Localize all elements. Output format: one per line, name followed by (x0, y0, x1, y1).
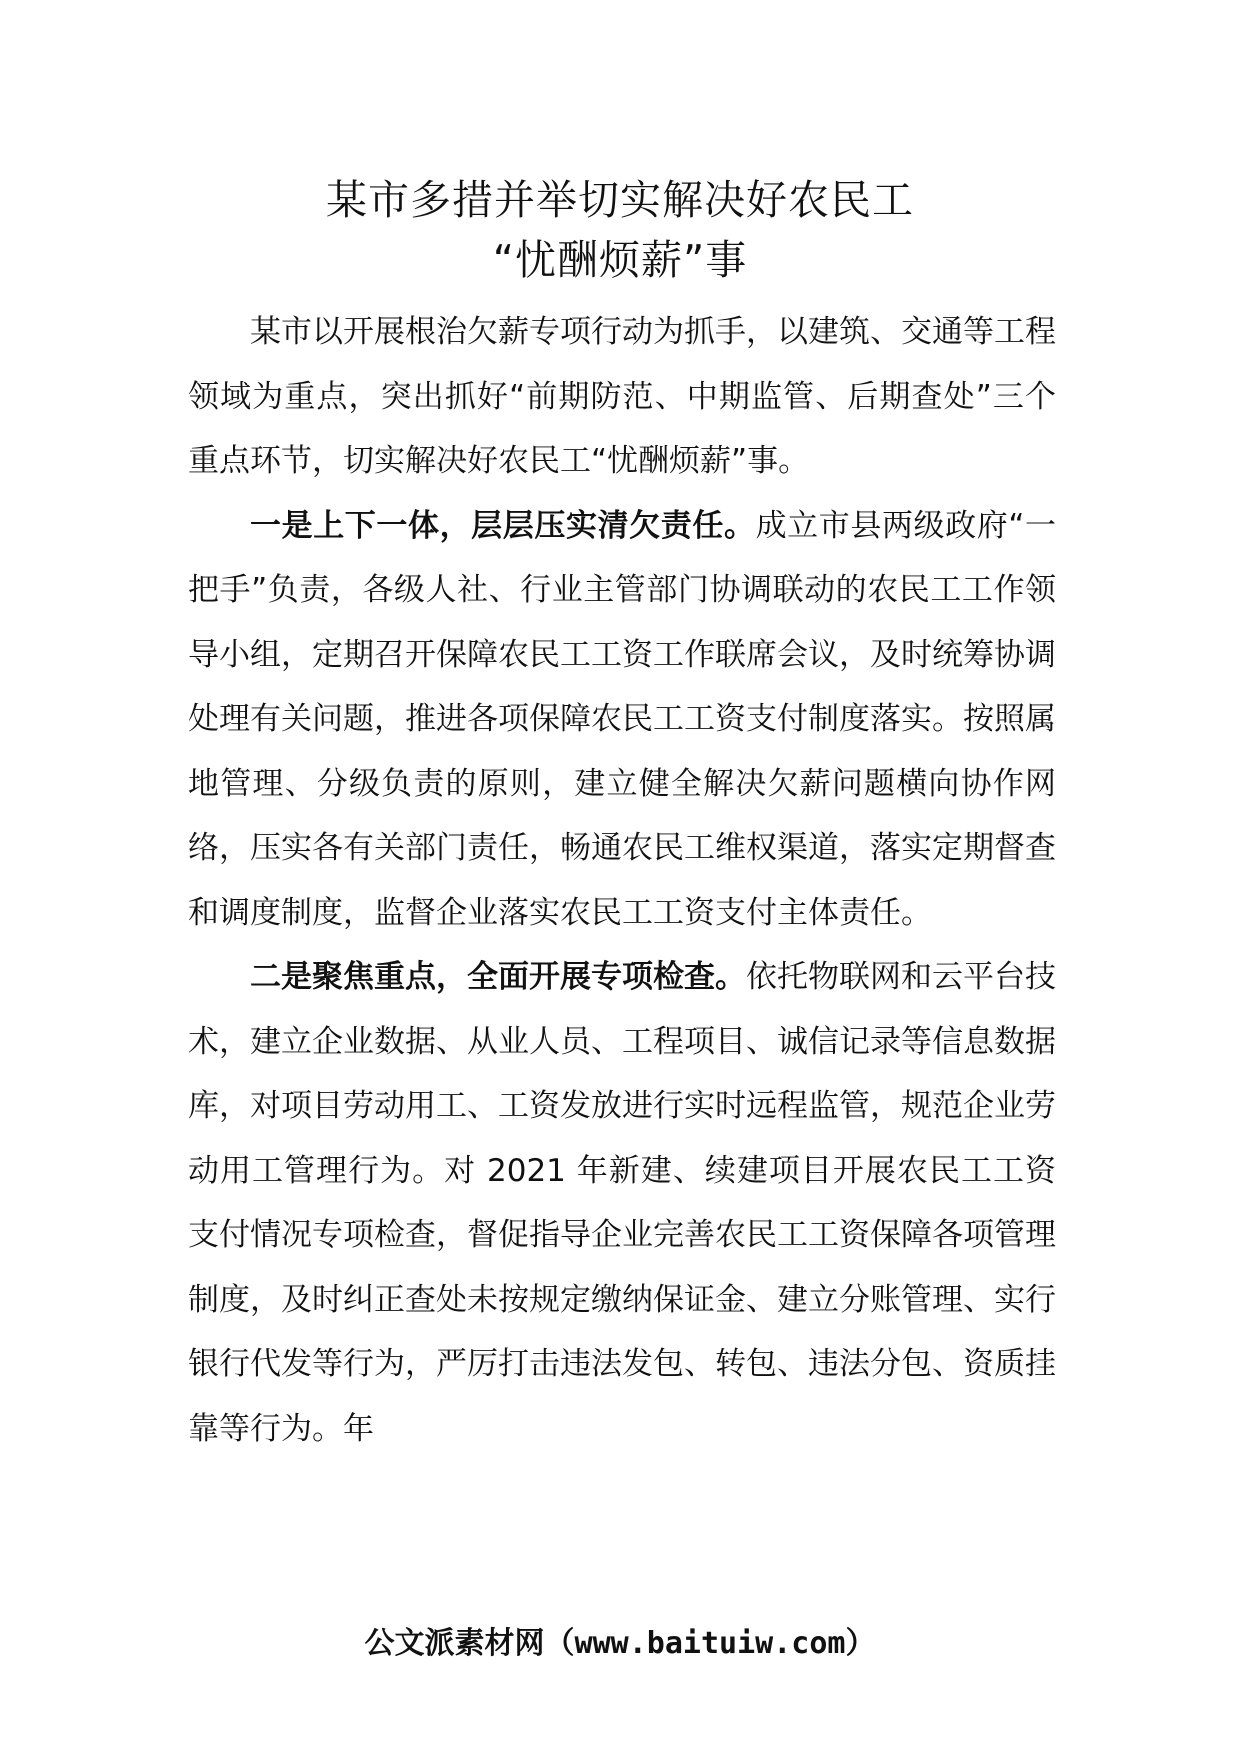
document-title (180, 170, 1060, 290)
paragraph-point-2-text: 依托物联网和云平台技术，建立企业数据、从业人员、工程项目、诚信记录等信息数据库，对项目劳动用工、工资发放进行实时远程监管，规范企业劳动用工管理行为。对 2021 年新建、续建项目开展农民工工资支付情况专项检查，督促指导企业完善农民工工资保障各项管理制度，及时纠正查处未按规定缴纳保证金、建立分账管理、实行银行代发等行为，严厉打击违法发包、转包、违法分包、资质挂靠等行为。年 (188, 959, 1056, 1447)
paragraph-intro-text: 某市以开展根治欠薪专项行动为抓手，以建筑、交通等工程领域为重点，突出抓好“前期防范、中期监管、后期查处”三个重点环节，切实解决好农民工“忧酬烦薪”事。 (188, 314, 1056, 479)
paragraph-point-2-lead: 二是聚焦重点，全面开展专项检查。 (250, 959, 746, 995)
document-body (188, 300, 1056, 1461)
footer-close-paren: ） (845, 1626, 876, 1661)
paragraph-point-1 (188, 494, 1056, 946)
paragraph-point-1-text: 成立市县两级政府“一把手”负责，各级人社、行业主管部门协调联动的农民工工作领导小组，定期召开保障农民工工资工作联席会议，及时统筹协调处理有关问题，推进各项保障农民工工资支付制度落实。按照属地管理、分级负责的原则，建立健全解决欠薪问题横向协作网络，压实各有关部门责任，畅通农民工维权渠道，落实定期督查和调度制度，监督企业落实农民工工资支付主体责任。 (188, 507, 1056, 931)
paragraph-point-1-lead: 一是上下一体，层层压实清欠责任。 (250, 507, 756, 544)
paragraph-point-2 (188, 945, 1056, 1461)
paragraph-intro (188, 300, 1056, 494)
title-line-1: 某市多措并举切实解决好农民工 (326, 176, 914, 224)
footer-url: www.baituiw.com (574, 1626, 846, 1661)
footer-watermark (0, 1618, 1240, 1662)
footer-open-paren: （ (544, 1626, 575, 1661)
footer-site-name: 公文派素材网 (364, 1626, 545, 1661)
title-line-2: “忧酬烦薪”事 (492, 236, 748, 284)
